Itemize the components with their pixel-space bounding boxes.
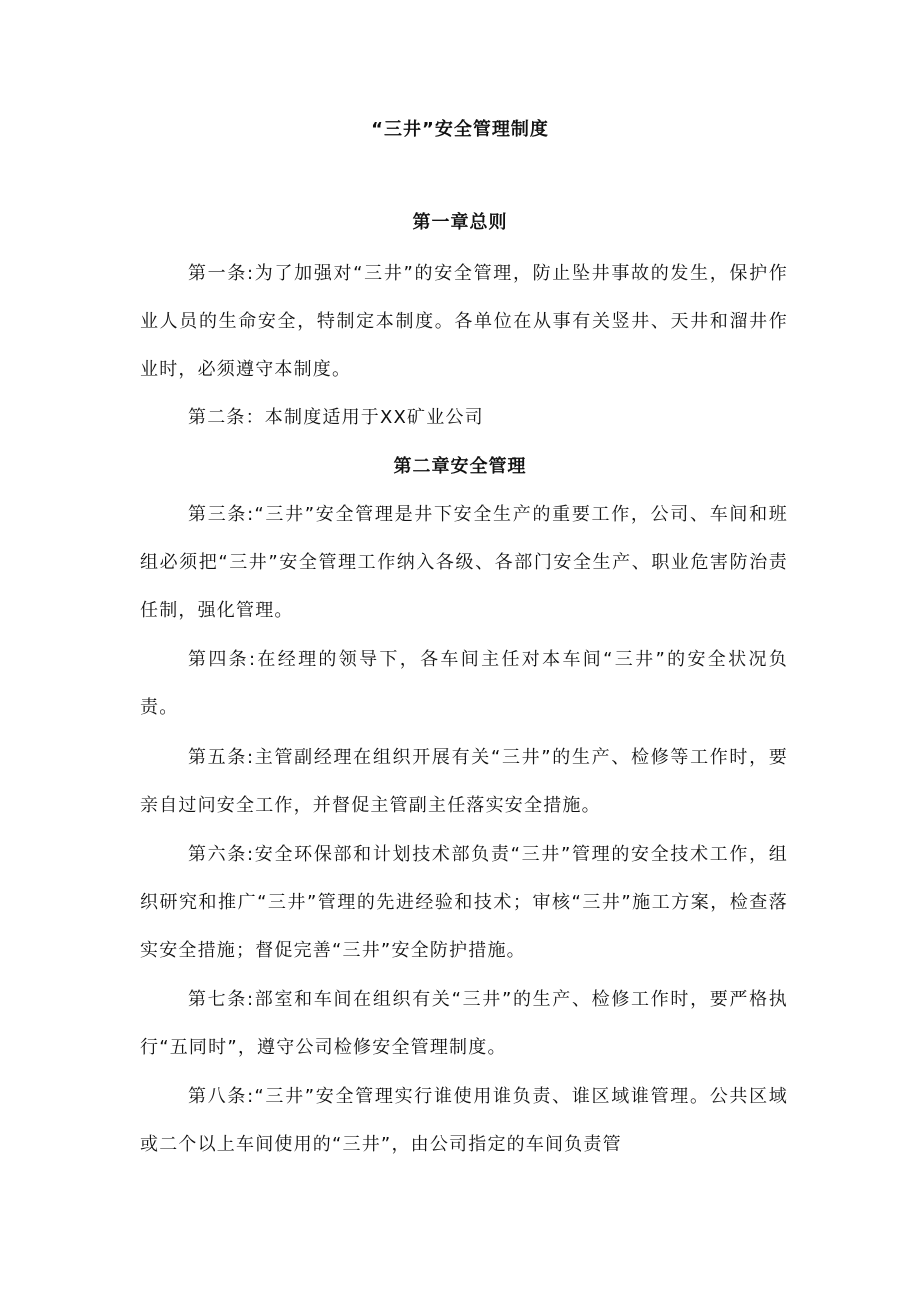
article-4: 第四条:在经理的领导下，各车间主任对本车间“三井”的安全状况负责。 bbox=[140, 649, 788, 718]
article-2: 第二条：本制度适用于XX矿业公司 bbox=[188, 407, 484, 428]
chapter-heading-1: 第一章总则 bbox=[412, 212, 508, 233]
article-8: 第八条:“三井”安全管理实行谁使用谁负责、谁区域谁管理。公共区域或二个以上车间使用的“三井”，由公司指定的车间负责管 bbox=[140, 1086, 788, 1155]
article-7: 第七条:部室和车间在组织有关“三井”的生产、检修工作时，要严格执行“五同时”，遵守公司检修安全管理制度。 bbox=[140, 989, 788, 1058]
document-title: “三井”安全管理制度 bbox=[371, 119, 549, 140]
article-5: 第五条:主管副经理在组织开展有关“三井”的生产、检修等工作时，要亲自过问安全工作，并督促主管副主任落实安全措施。 bbox=[140, 747, 788, 816]
chapter-heading-2: 第二章安全管理 bbox=[393, 456, 527, 477]
article-1: 第一条:为了加强对“三井”的安全管理，防止坠井事故的发生，保护作业人员的生命安全，特制定本制度。各单位在从事有关竖井、天井和溜井作业时，必须遵守本制度。 bbox=[140, 263, 788, 380]
article-3: 第三条:“三井”安全管理是井下安全生产的重要工作，公司、车间和班组必须把“三井”安全管理工作纳入各级、各部门安全生产、职业危害防治责任制，强化管理。 bbox=[140, 504, 788, 621]
article-6: 第六条:安全环保部和计划技术部负责“三井”管理的安全技术工作，组织研究和推广“三井”管理的先进经验和技术；审核“三井”施工方案，检查落实安全措施；督促完善“三井”安全防护措施。 bbox=[140, 844, 788, 961]
